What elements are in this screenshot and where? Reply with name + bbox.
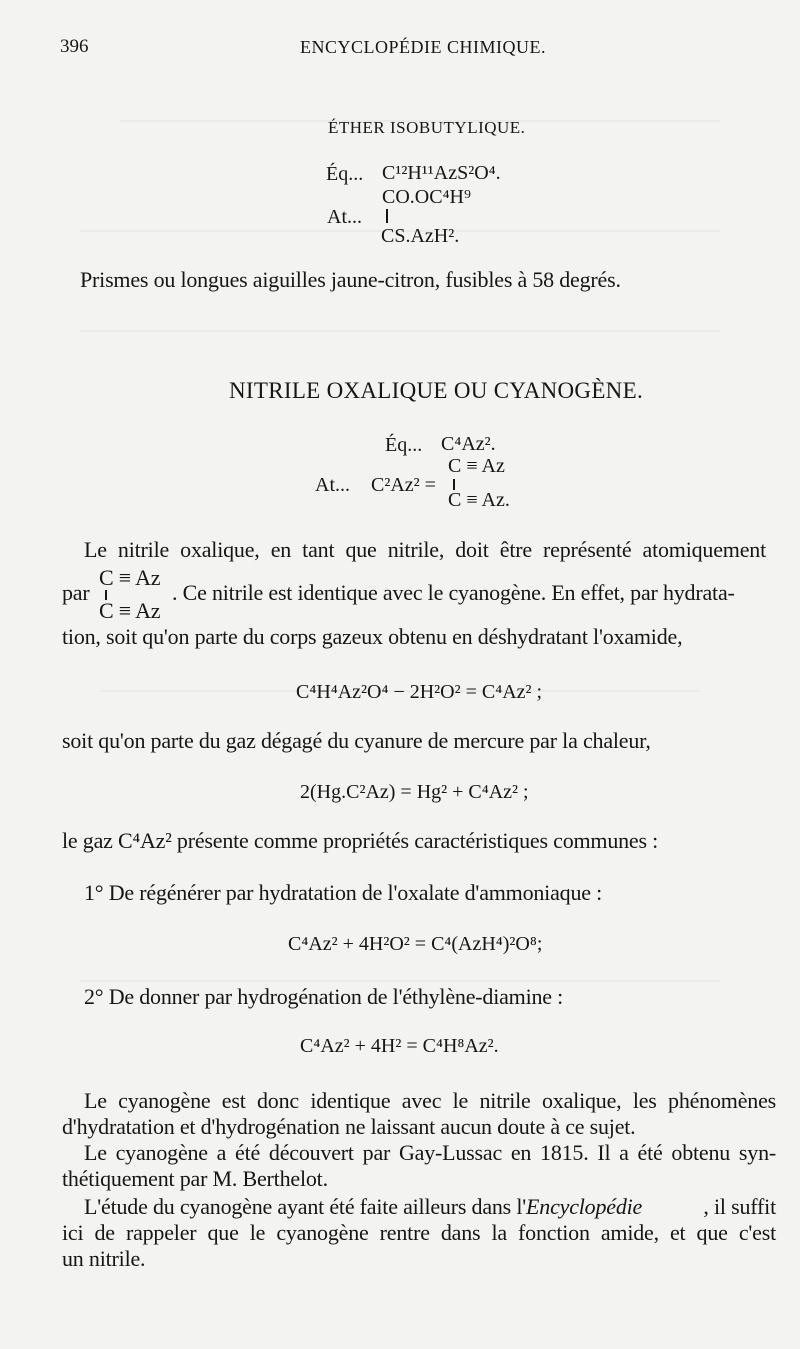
paragraph-4-line-1: Le cyanogène est donc identique avec le nitrile oxalique, les phénomènes — [84, 1088, 776, 1113]
paragraph-6-line-1 — [84, 1194, 776, 1220]
paragraph-6-text-a: L'étude du cyanogène ayant été faite ailleurs dans l' — [84, 1194, 527, 1219]
paragraph-6-text-b: , il suffit — [703, 1194, 776, 1219]
paragraph-4-line-2: d'hydratation et d'hydrogénation ne laissant aucun doute à ce sujet. — [62, 1114, 636, 1139]
paragraph-1-line-3: tion, soit qu'on parte du corps gazeux obtenu en déshydratant l'oxamide, — [62, 624, 683, 649]
nitrile-eq-formula: C⁴Az². — [441, 433, 496, 455]
encyclopedie-reference: Encyclopédie — [526, 1194, 643, 1219]
equation-3: C⁴Az² + 4H²O² = C⁴(AzH⁴)²O⁸; — [288, 933, 543, 955]
section-title-nitrile: NITRILE OXALIQUE OU CYANOGÈNE. — [229, 378, 643, 403]
list-item-1: 1° De régénérer par hydratation de l'oxalate d'ammoniaque : — [84, 880, 603, 905]
nitrile-at-label: At... — [315, 474, 350, 496]
ether-eq-label: Éq... — [326, 163, 364, 185]
equation-2: 2(Hg.C²Az) = Hg² + C⁴Az² ; — [300, 781, 529, 803]
list-item-2: 2° De donner par hydrogénation de l'éthylène-diamine : — [84, 984, 564, 1009]
paragraph-5-line-2: thétiquement par M. Berthelot. — [62, 1166, 328, 1191]
ether-at-top: CO.OC⁴H⁹ — [382, 186, 471, 208]
paragraph-1-par: par — [62, 580, 90, 605]
nitrile-at-top: C ≡ Az — [448, 455, 505, 477]
paragraph-5-line-1: Le cyanogène a été découvert par Gay-Lussac en 1815. Il a été obtenu syn- — [84, 1140, 776, 1165]
running-title: ENCYCLOPÉDIE CHIMIQUE. — [300, 37, 546, 57]
ether-description: Prismes ou longues aiguilles jaune-citron, fusibles à 58 degrés. — [80, 267, 621, 292]
equation-4: C⁴Az² + 4H² = C⁴H⁸Az². — [300, 1035, 499, 1057]
paragraph-6-line-3: un nitrile. — [62, 1246, 146, 1271]
paragraph-1-line-1: Le nitrile oxalique, en tant que nitrile, doit être représenté atomiquement — [84, 537, 766, 562]
equation-1: C⁴H⁴Az²O⁴ − 2H²O² = C⁴Az² ; — [296, 681, 543, 703]
ether-at-bottom: CS.AzH². — [381, 225, 460, 247]
ether-eq-formula: C¹²H¹¹AzS²O⁴. — [382, 162, 501, 184]
ether-at-label: At... — [327, 206, 362, 228]
nitrile-eq-label: Éq... — [385, 434, 423, 456]
paragraph-1-inline-top: C ≡ Az — [99, 565, 161, 590]
paragraph-3: le gaz C⁴Az² présente comme propriétés caractéristiques communes : — [62, 828, 659, 853]
section-title-ether: ÉTHER ISOBUTYLIQUE. — [328, 118, 526, 137]
paragraph-2: soit qu'on parte du gaz dégagé du cyanure de mercure par la chaleur, — [62, 728, 651, 753]
nitrile-at-formula: C²Az² = — [371, 474, 436, 496]
nitrile-at-bottom: C ≡ Az. — [448, 489, 510, 511]
paragraph-1-inline-bottom: C ≡ Az — [99, 598, 161, 623]
ether-bond-line — [386, 209, 388, 223]
paragraph-6-line-2: ici de rappeler que le cyanogène rentre dans la fonction amide, et que c'est — [62, 1220, 776, 1245]
page-number: 396 — [60, 36, 89, 57]
paragraph-1-line-2: . Ce nitrile est identique avec le cyanogène. En effet, par hydrata- — [172, 580, 735, 605]
